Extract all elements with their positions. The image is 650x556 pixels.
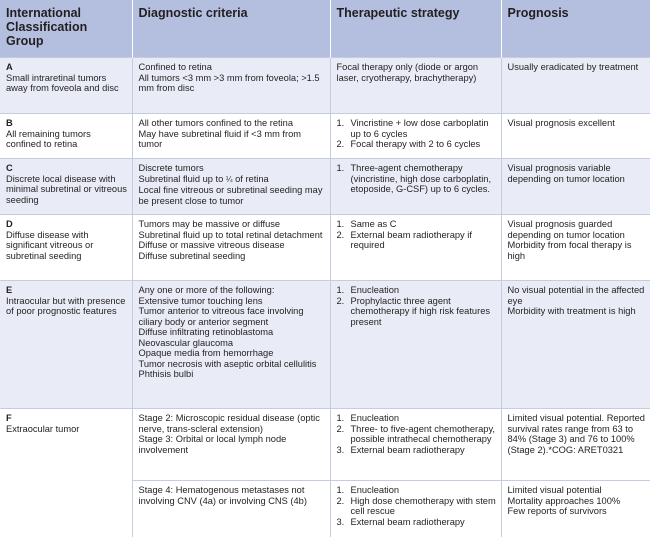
- criteria-cell: [132, 114, 330, 159]
- group-cell: [0, 159, 132, 215]
- strategy-cell: [330, 159, 501, 215]
- prognosis-line: Mortality approaches 100%: [507, 495, 621, 506]
- strategy-list: [337, 413, 497, 455]
- strategy-list: [337, 285, 497, 327]
- criteria-line: Diffuse subretinal seeding: [138, 250, 246, 261]
- criteria-cell: [132, 159, 330, 215]
- prognosis-line: Visual prognosis excellent: [507, 118, 615, 128]
- list-item: 2. High dose chemotherapy with stem cell rescue: [336, 495, 496, 516]
- prognosis-line: Visual prognosis variable depending on tumor location: [507, 163, 625, 184]
- header-row: [0, 0, 650, 58]
- list-item: 2. Prophylactic three agent chemotherapy if high risk features present: [336, 295, 491, 327]
- group-id: D: [6, 219, 13, 229]
- strategy-line: Focal therapy only (diode or argon laser, cryotherapy, brachytherapy): [336, 62, 479, 83]
- prognosis-line: No visual potential in the affected eye: [507, 285, 645, 306]
- list-item: 3. External beam radiotherapy: [336, 444, 465, 455]
- group-cell: [0, 58, 132, 114]
- list-item: 1. Vincristine + low dose carboplatin up to 6 cycles: [336, 118, 489, 139]
- criteria-line: Subretinal fluid up to ¼ of retina: [138, 173, 269, 184]
- criteria-cell: [132, 281, 330, 409]
- group-id: E: [6, 285, 13, 295]
- table-row-c: [0, 159, 650, 215]
- criteria-cell: [132, 58, 330, 114]
- list-item: 1. Enucleation: [336, 485, 400, 495]
- group-cell: [0, 114, 132, 159]
- prognosis-cell: [501, 409, 650, 481]
- criteria-line: Tumor necrosis with aseptic orbital cellulitis: [138, 358, 317, 369]
- group-cell: [0, 281, 132, 409]
- criteria-cell: [132, 409, 330, 481]
- strategy-list: [337, 163, 497, 195]
- prognosis-line: Limited visual potential: [507, 485, 602, 495]
- table-row-d: [0, 215, 650, 281]
- strategy-cell: [330, 114, 501, 159]
- list-item: 2. Three- to five-agent chemotherapy, possible intrathecal chemotherapy: [336, 423, 496, 444]
- criteria-cell: [132, 481, 330, 537]
- list-item: 1. Enucleation: [336, 413, 400, 423]
- prognosis-cell: [501, 215, 650, 281]
- criteria-line: Subretinal fluid up to total retinal detachment: [138, 229, 323, 240]
- list-item: 1. Three-agent chemotherapy (vincristine, high dose carboplatin, etoposide, G-CSF) up to 6 cycles.: [336, 163, 492, 194]
- criteria-line: All tumors <3 mm >3 mm from foveola; >1.5 mm from disc: [138, 72, 320, 93]
- group-description: Intraocular but with presence of poor prognostic features: [6, 295, 126, 316]
- criteria-line: Extensive tumor touching lens: [138, 295, 263, 306]
- criteria-line: Any one or more of the following:: [138, 285, 275, 295]
- criteria-line: All other tumors confined to the retina: [138, 118, 294, 128]
- group-cell: [0, 409, 132, 537]
- table-row-b: [0, 114, 650, 159]
- prognosis-cell: [501, 114, 650, 159]
- criteria-cell: [132, 215, 330, 281]
- criteria-line: Diffuse or massive vitreous disease: [138, 240, 285, 250]
- strategy-list: [337, 219, 497, 251]
- group-cell: [0, 215, 132, 281]
- strategy-list: [337, 118, 497, 150]
- criteria-line: Opaque media from hemorrhage: [138, 348, 274, 358]
- criteria-line: Discrete tumors: [138, 163, 204, 173]
- criteria-line: Phthisis bulbi: [138, 369, 194, 379]
- group-id: F: [6, 413, 12, 423]
- criteria-line: Local fine vitreous or subretinal seeding may be present close to tumor: [138, 185, 323, 206]
- strategy-cell: [330, 481, 501, 537]
- prognosis-line: Morbidity with treatment is high: [507, 306, 636, 316]
- prognosis-line: Morbidity from focal therapy is high: [507, 240, 632, 261]
- criteria-line: Diffuse infiltrating retinoblastoma: [138, 327, 274, 337]
- group-description: Diffuse disease with significant vitreous or subretinal seeding: [6, 229, 94, 261]
- group-id: C: [6, 163, 13, 173]
- header-strategy: Therapeutic strategy: [330, 0, 501, 58]
- criteria-line: Tumor anterior to vitreous face involving ciliary body or anterior segment: [138, 306, 304, 327]
- prognosis-line: Limited visual potential. Reported survival rates range from 63 to 84% (Stage 3) and 76 to 100% (Stage 2).*COG: ARET0321: [507, 413, 645, 455]
- header-prognosis: Prognosis: [501, 0, 650, 58]
- list-item: 1. Enucleation: [336, 285, 400, 295]
- prognosis-cell: [501, 58, 650, 114]
- criteria-line: Confined to retina: [138, 62, 212, 72]
- prognosis-cell: [501, 281, 650, 409]
- strategy-cell: [330, 215, 501, 281]
- group-description: Extraocular tumor: [6, 423, 80, 434]
- criteria-line: Stage 2: Microscopic residual disease (optic nerve, trans-scleral extension): [138, 413, 320, 434]
- prognosis-cell: [501, 481, 650, 537]
- criteria-line: Neovascular glaucoma: [138, 337, 234, 348]
- strategy-cell: [330, 409, 501, 481]
- criteria-line: Stage 3: Orbital or local lymph node involvement: [138, 434, 287, 455]
- strategy-cell: [330, 58, 501, 114]
- strategy-list: [337, 485, 497, 527]
- group-description: All remaining tumors confined to retina: [6, 128, 91, 149]
- group-id: A: [6, 62, 13, 72]
- criteria-line: Tumors may be massive or diffuse: [138, 219, 281, 229]
- prognosis-cell: [501, 159, 650, 215]
- strategy-cell: [330, 281, 501, 409]
- list-item: 3. External beam radiotherapy: [336, 516, 465, 527]
- header-criteria: Diagnostic criteria: [132, 0, 330, 58]
- group-id: B: [6, 118, 13, 128]
- list-item: 2. External beam radiotherapy if required: [336, 229, 472, 250]
- group-description: Discrete local disease with minimal subretinal or vitreous seeding: [6, 173, 127, 205]
- criteria-line: Stage 4: Hematogenous metastases not involving CNV (4a) or involving CNS (4b): [138, 485, 307, 506]
- group-description: Small intraretinal tumors away from foveola and disc: [6, 72, 119, 93]
- prognosis-line: Few reports of survivors: [507, 506, 607, 516]
- criteria-line: May have subretinal fluid if <3 mm from tumor: [138, 128, 302, 149]
- table-row-a: [0, 58, 650, 114]
- list-item: 1. Same as C: [336, 219, 397, 229]
- prognosis-line: Visual prognosis guarded depending on tumor location: [507, 219, 625, 240]
- prognosis-line: Usually eradicated by treatment: [507, 62, 639, 72]
- header-group: International Classification Group: [0, 0, 132, 58]
- table-row-e: [0, 281, 650, 409]
- table-row-f: [0, 409, 650, 481]
- fraction: ¼: [225, 174, 233, 184]
- list-item: 2. Focal therapy with 2 to 6 cycles: [336, 139, 481, 149]
